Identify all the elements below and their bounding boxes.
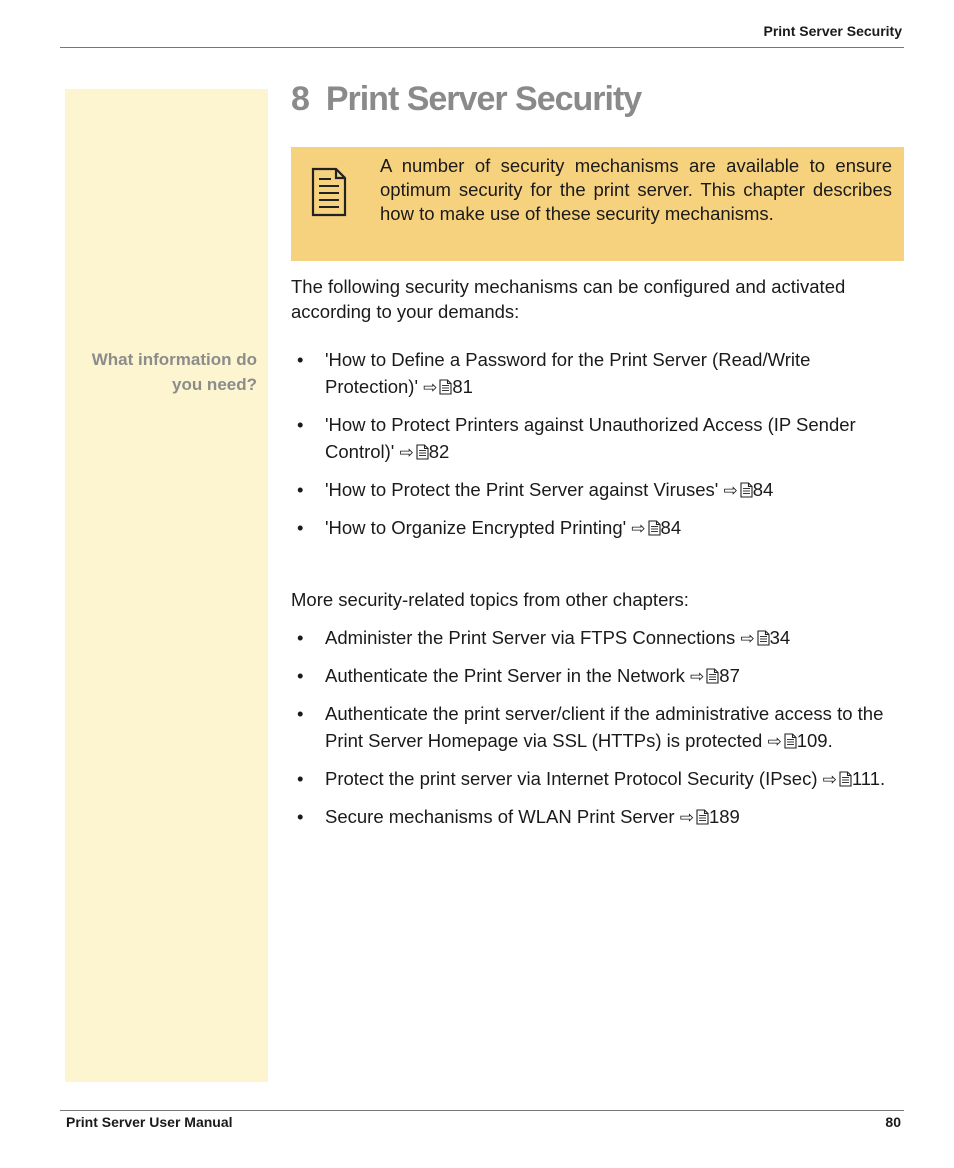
list-item <box>291 411 904 466</box>
page-reference-number: 111 <box>851 768 881 789</box>
list-item <box>291 624 904 652</box>
bullet-icon: • <box>297 349 304 370</box>
page-reference-number: 82 <box>428 441 450 462</box>
bullet-icon: • <box>297 665 304 686</box>
list-item <box>291 803 904 831</box>
punctuation: . <box>880 768 886 789</box>
page-reference-icon <box>784 733 797 749</box>
bullet-icon: • <box>297 627 304 648</box>
page-reference-icon <box>439 379 452 395</box>
page-reference-icon <box>416 444 429 460</box>
page-reference-number: 87 <box>719 665 740 686</box>
arrow-right-icon: ⇨ <box>679 808 694 827</box>
arrow-right-icon: ⇨ <box>740 629 755 648</box>
page-reference-link[interactable] <box>690 665 740 686</box>
page-reference-number: 84 <box>752 479 774 500</box>
page-reference-number: 189 <box>708 806 740 827</box>
page-reference-icon <box>757 630 770 646</box>
arrow-right-icon: ⇨ <box>423 378 438 397</box>
page-reference-link[interactable] <box>680 806 740 827</box>
header-rule <box>60 47 904 48</box>
note-text: A number of security mechanisms are available to ensure optimum security for the print server. This chapter describes how to make use of these security mechanisms. <box>380 155 892 224</box>
list-item <box>291 476 904 504</box>
note-icon <box>311 167 347 217</box>
list-item-text: 'How to Protect Printers against Unauthorized Access (IP Sender Control)' <box>325 414 856 462</box>
page-reference-link[interactable] <box>740 627 790 648</box>
page-reference-number: 84 <box>660 517 682 538</box>
arrow-right-icon: ⇨ <box>767 732 782 751</box>
list-item-text: Administer the Print Server via FTPS Connections <box>325 627 736 648</box>
arrow-right-icon: ⇨ <box>690 667 705 686</box>
list-item <box>291 346 904 401</box>
bullet-icon: • <box>297 703 304 724</box>
sidebar-label: What information do you need? <box>91 350 257 394</box>
chapter-title <box>291 80 641 119</box>
arrow-right-icon: ⇨ <box>822 770 837 789</box>
bullet-icon: • <box>297 414 304 435</box>
running-header: Print Server Security <box>763 23 902 39</box>
margin-sidebar <box>65 89 268 1082</box>
more-topics-list <box>291 624 904 841</box>
list-item-text: 'How to Define a Password for the Print Server (Read/Write Protection)' <box>325 349 811 397</box>
list-item <box>291 514 904 542</box>
chapter-number: 8 <box>291 80 309 118</box>
page-reference-icon <box>648 520 661 536</box>
list-item-text: Secure mechanisms of WLAN Print Server <box>325 806 675 827</box>
page-reference-icon <box>696 809 709 825</box>
page-reference-link[interactable] <box>767 730 832 751</box>
bullet-icon: • <box>297 806 304 827</box>
intro-paragraph: The following security mechanisms can be configured and activated according to your demands: <box>291 276 846 322</box>
list-item-text: 'How to Protect the Print Server against Viruses' <box>325 479 719 500</box>
bullet-icon: • <box>297 517 304 538</box>
page-reference-icon <box>740 482 753 498</box>
page-reference-icon <box>706 668 719 684</box>
bullet-icon: • <box>297 768 304 789</box>
note-box <box>291 147 904 261</box>
list-item-text: Authenticate the print server/client if the administrative access to the Print Server Homepage via SSL (HTTPs) is protected <box>325 703 884 751</box>
page-reference-link[interactable] <box>631 517 681 538</box>
chapter-title-text: Print Server Security <box>325 80 642 118</box>
page-reference-number: 109 <box>796 730 828 751</box>
punctuation: . <box>827 730 833 751</box>
footer-rule <box>60 1110 904 1111</box>
page-reference-link[interactable] <box>723 479 773 500</box>
more-topics-intro: More security-related topics from other chapters: <box>291 589 689 610</box>
list-item <box>291 662 904 690</box>
security-mechanisms-list <box>291 346 904 552</box>
page-reference-link[interactable] <box>399 441 449 462</box>
page-reference-link[interactable] <box>823 768 886 789</box>
bullet-icon: • <box>297 479 304 500</box>
list-item-text: Authenticate the Print Server in the Network <box>325 665 685 686</box>
footer-manual-title: Print Server User Manual <box>66 1114 233 1130</box>
page-reference-link[interactable] <box>423 376 473 397</box>
footer-page-number: 80 <box>885 1114 901 1130</box>
list-item <box>291 765 904 793</box>
arrow-right-icon: ⇨ <box>631 519 646 538</box>
page-reference-number: 81 <box>452 376 473 397</box>
list-item <box>291 700 904 755</box>
arrow-right-icon: ⇨ <box>723 481 738 500</box>
page-reference-icon <box>839 771 852 787</box>
list-item-text: Protect the print server via Internet Protocol Security (IPsec) <box>325 768 818 789</box>
list-item-text: 'How to Organize Encrypted Printing' <box>325 517 627 538</box>
page-reference-number: 34 <box>769 627 791 648</box>
arrow-right-icon: ⇨ <box>399 443 414 462</box>
